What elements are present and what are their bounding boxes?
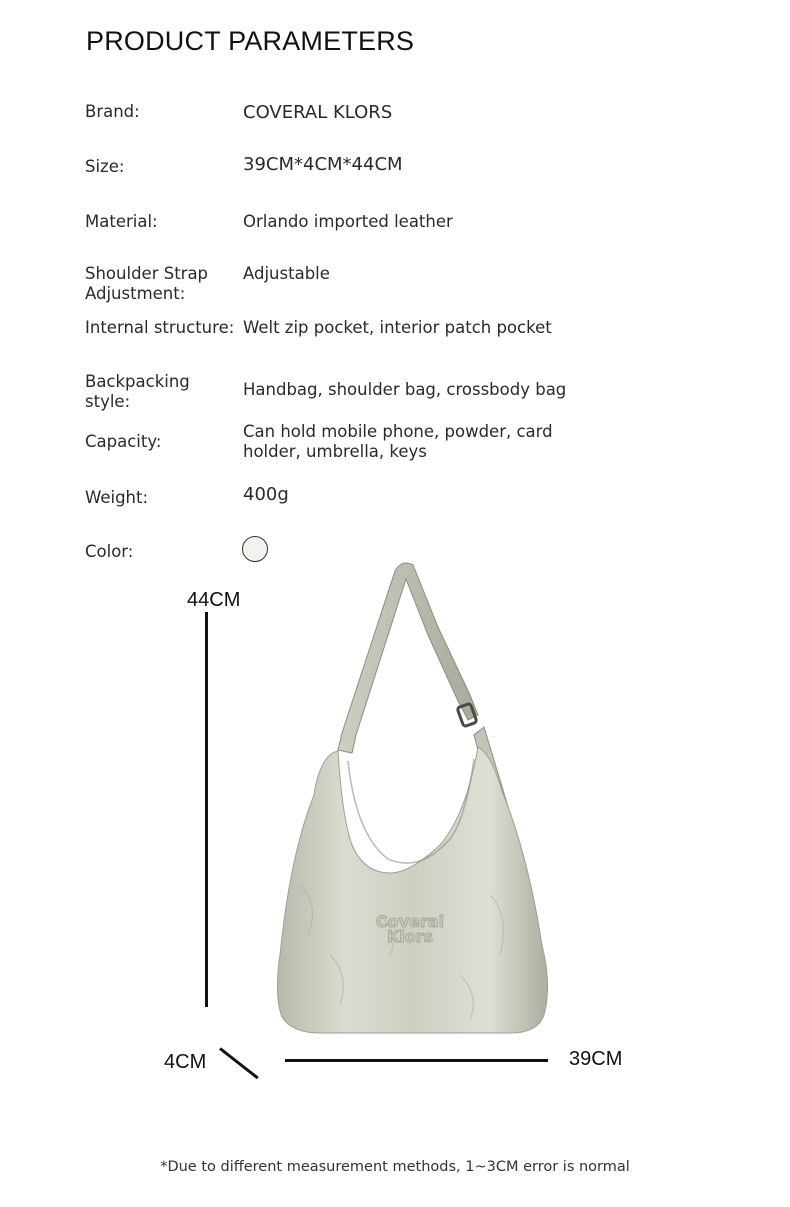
param-label-capacity: Capacity:	[85, 432, 162, 451]
width-dimension-label: 39CM	[569, 1048, 623, 1070]
height-dimension-label: 44CM	[187, 589, 241, 611]
param-label-material: Material:	[85, 212, 158, 231]
param-value-material: Orlando imported leather	[243, 212, 453, 231]
page-title: PRODUCT PARAMETERS	[86, 26, 415, 56]
depth-dimension-line	[219, 1047, 259, 1079]
param-label-size: Size:	[85, 157, 125, 176]
depth-dimension-label: 4CM	[164, 1051, 207, 1073]
param-value-strap: Adjustable	[243, 264, 330, 283]
height-dimension-line	[205, 612, 208, 1007]
param-label-weight: Weight:	[85, 488, 149, 507]
bag-strap	[338, 563, 478, 753]
param-label-style: Backpacking style:	[85, 372, 190, 411]
param-label-brand: Brand:	[85, 102, 140, 121]
param-value-structure: Welt zip pocket, interior patch pocket	[243, 318, 552, 337]
param-label-strap: Shoulder Strap Adjustment:	[85, 264, 209, 303]
param-label-structure: Internal structure:	[85, 318, 235, 337]
param-value-capacity: Can hold mobile phone, powder, card holder, umbrella, keys	[243, 422, 553, 461]
param-value-weight: 400g	[243, 484, 289, 505]
bag-body	[277, 747, 547, 1033]
width-dimension-line	[285, 1059, 548, 1062]
bag-logo-line1: Coveral	[375, 912, 445, 931]
param-value-brand: COVERAL KLORS	[243, 102, 393, 123]
measurement-footnote: *Due to different measurement methods, 1~3CM error is normal	[160, 1159, 630, 1175]
param-label-color: Color:	[85, 542, 134, 561]
param-value-style: Handbag, shoulder bag, crossbody bag	[243, 380, 567, 399]
param-value-size: 39CM*4CM*44CM	[243, 154, 403, 175]
handbag-image	[260, 555, 560, 1035]
bag-logo-line2: Klors	[386, 927, 434, 946]
